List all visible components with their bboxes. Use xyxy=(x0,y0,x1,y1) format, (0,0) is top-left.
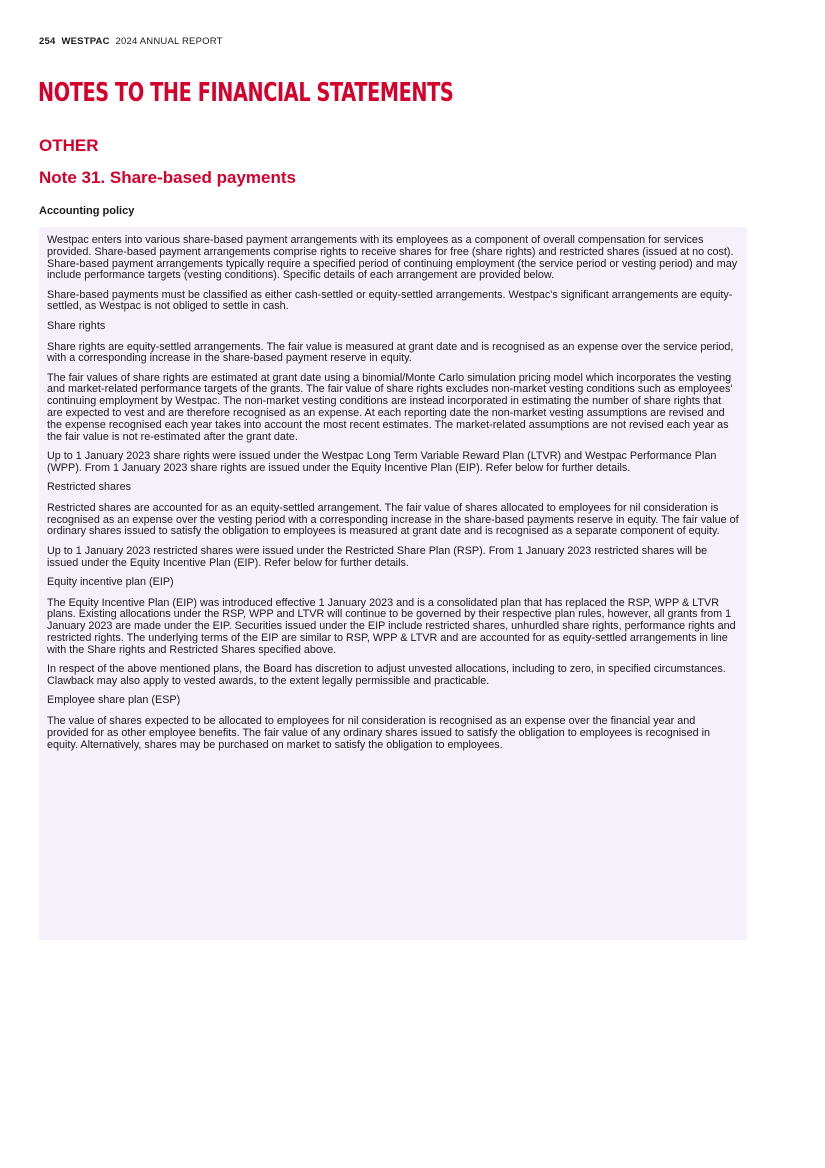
subheading-restricted-shares: Restricted shares xyxy=(47,481,132,494)
brand-name: WESTPAC xyxy=(61,36,110,47)
subheading-esp: Employee share plan (ESP) xyxy=(47,694,181,707)
subheading-share-rights: Share rights xyxy=(47,319,106,332)
section-title: OTHER xyxy=(39,136,99,155)
page-header xyxy=(39,36,223,47)
paragraph-share-rights-fair-value: The fair values of share rights are estimated at grant date using a binomial/Monte Carlo simulation pricing model which incorporates the vesting and market-related performance targets of the grants. The fair value of share rights excludes non-market vesting conditions such as employees' continuing employment by Westpac. The non-market vesting conditions are instead incorporated in estimating the number of share rights that are expected to vest and are therefore recognised as an expense. At each reporting date the non-market vesting assumptions are revised and the expense recognised each year takes into account the most recent estimates. The market-related assumptions are not revised each year as the fair value is not re-estimated after the grant date. xyxy=(47,371,733,443)
page-title: NOTES TO THE FINANCIAL STATEMENTS xyxy=(38,78,454,108)
accounting-policy-heading: Accounting policy xyxy=(39,205,135,217)
paragraph-share-rights-plans: Up to 1 January 2023 share rights were issued under the Westpac Long Term Variable Reward Plan (LTVR) and Westpac Performance Plan (WPP). From 1 January 2023 share rights are issued under the Equity Incentive Plan (EIP). Refer below for further details. xyxy=(47,449,717,474)
paragraph-restricted-shares-accounting: Restricted shares are accounted for as an equity-settled arrangement. The fair value of shares allocated to employees for nil consideration is recognised as an expense over the vesting period with a corresponding increase in the share-based payments reserve in equity. The fair value of ordinary shares issued to satisfy the obligation to employees is measured at grant date and is recognised as a separate component of equity. xyxy=(47,501,739,538)
paragraph-restricted-shares-plans: Up to 1 January 2023 restricted shares were issued under the Restricted Share Plan (RSP). From 1 January 2023 restricted shares will be issued under the Equity Incentive Plan (EIP). Refer below for further details. xyxy=(47,544,708,569)
report-name: 2024 ANNUAL REPORT xyxy=(115,36,223,47)
paragraph-eip: The Equity Incentive Plan (EIP) was introduced effective 1 January 2023 and is a consolidated plan that has replaced the RSP, WPP & LTVR plans. Existing allocations under the RSP, WPP and LTVR will continue to be governed by their respective plan rules, however, all grants from 1 January 2023 are made under the EIP. Securities issued under the EIP include restricted shares, unhurdled share rights, performance rights and restricted rights. The underlying terms of the EIP are similar to RSP, WPP & LTVR and are accounted for as equity-settled arrangements in line with the Share rights and Restricted Shares specified above. xyxy=(47,596,736,656)
paragraph-esp: The value of shares expected to be allocated to employees for nil consideration is recognised as an expense over the financial year and provided for as other employee benefits. The fair value of any ordinary shares issued to satisfy the obligation to employees is recognised in equity. Alternatively, shares may be purchased on market to satisfy the obligation to employees. xyxy=(47,715,710,751)
accounting-policy-box xyxy=(39,227,747,940)
subheading-eip: Equity incentive plan (EIP) xyxy=(47,575,174,588)
page-number: 254 xyxy=(39,36,56,47)
note-title: Note 31. Share-based payments xyxy=(39,168,296,187)
paragraph-overview: Westpac enters into various share-based payment arrangements with its employees as a component of overall compensation for services provided. Share-based payment arrangements comprise rights to receive shares for free (share rights) and restricted shares (issued at no cost). Share-based payment arrangements typically require a specified period of continuing employment (the service period or vesting period) and may include performance targets (vesting conditions). Specific details of each arrangement are provided below. xyxy=(47,234,738,282)
paragraph-board-discretion: In respect of the above mentioned plans, the Board has discretion to adjust unvested allocations, including to zero, in specified circumstances. Clawback may also apply to vested awards, to the extent legally permissible and practicable. xyxy=(47,663,726,687)
paragraph-share-rights-equity: Share rights are equity-settled arrangements. The fair value is measured at grant date and is recognised as an expense over the service period, with a corresponding increase in the share-based payment reserve in equity. xyxy=(47,340,734,365)
paragraph-classification: Share-based payments must be classified as either cash-settled or equity-settled arrangements. Westpac's significant arrangements are equity-settled, as Westpac is not obliged to settle in cash. xyxy=(47,288,733,313)
